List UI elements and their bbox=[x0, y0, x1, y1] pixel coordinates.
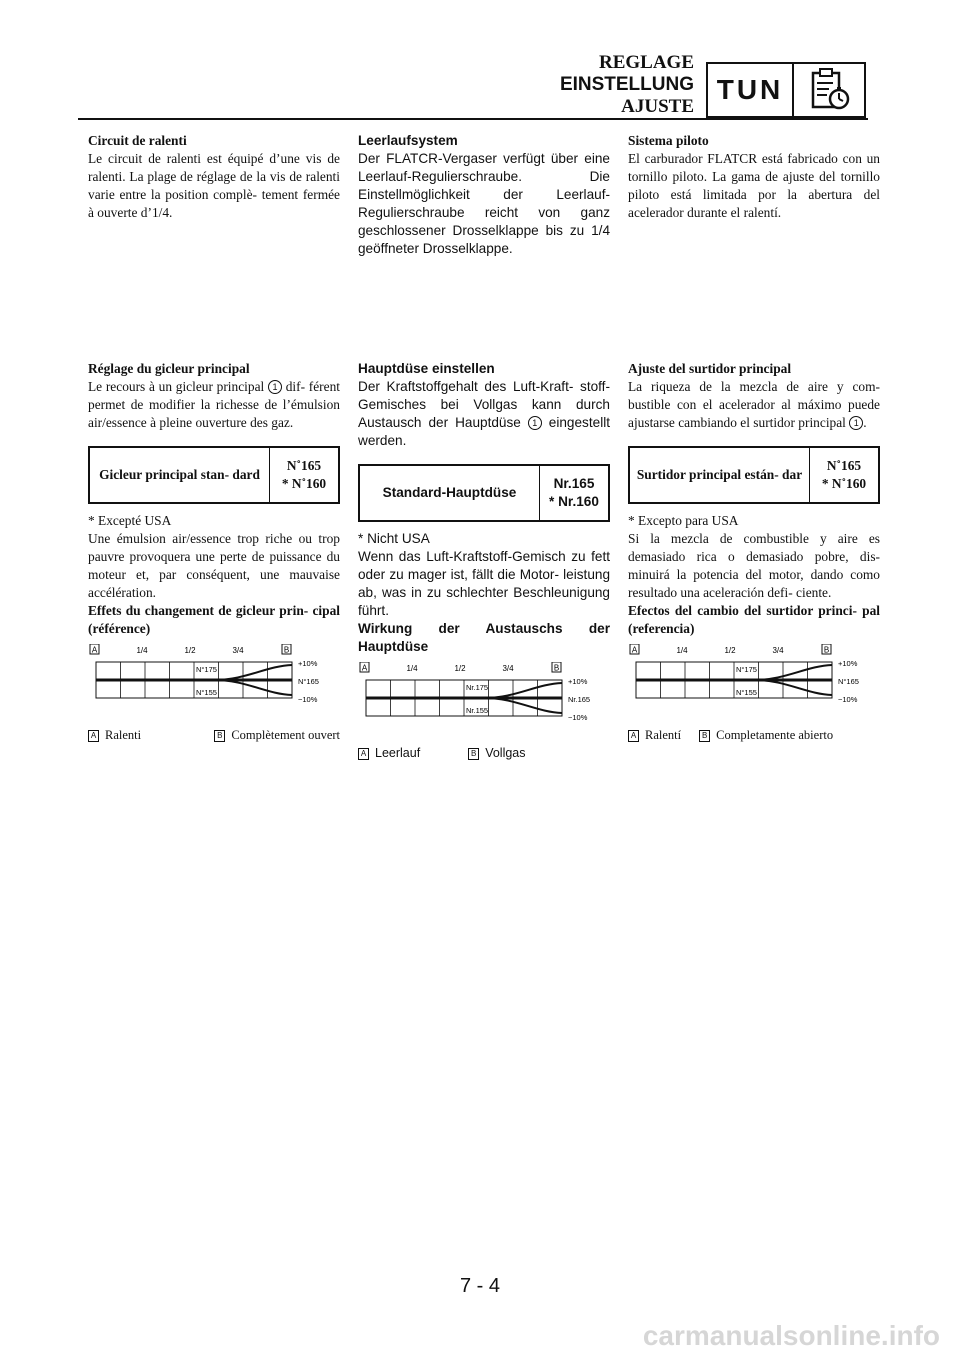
es-effect-text: Si la mezcla de combustible y aire es demasiado rica o demasiado pobre, dis- minuirá la potencia del motor, dando como resultado una aceleración defi- ciente. bbox=[628, 531, 880, 600]
fr-jet-graph bbox=[88, 644, 332, 724]
fr-legend-a bbox=[88, 726, 141, 744]
richer-jet-curve bbox=[484, 683, 562, 698]
fr-effect-heading: Effets du changement de gicleur prin- cipal (référence) bbox=[88, 603, 340, 636]
graph-upper-label: N°175 bbox=[196, 665, 217, 674]
fr-legend-b-text: Complètement ouvert bbox=[231, 728, 340, 742]
de-main-text-a: Der Kraftstoffgehalt des Luft-Kraft- stoff-Gemisches bei Vollgas kann durch Austausch der Hauptdüse bbox=[358, 379, 610, 430]
fr-graph-legend bbox=[88, 726, 340, 744]
fr-main-jet-section bbox=[88, 360, 340, 744]
es-legend-b-text: Completamente abierto bbox=[716, 728, 834, 742]
tun-badge bbox=[706, 62, 866, 118]
fr-legend-b bbox=[214, 726, 340, 744]
graph-minus-label: −10% bbox=[298, 695, 318, 704]
graph-plus-label: +10% bbox=[298, 659, 318, 668]
fr-pilot-text: Le circuit de ralenti est équipé d’une vis de ralenti. La plage de réglage de la vis de ralenti varie entre la position complè- tement fermée à ouverte d’1/4. bbox=[88, 151, 340, 220]
graph-tick-label: 1/2 bbox=[724, 646, 736, 655]
de-pilot-section bbox=[358, 132, 610, 258]
richer-jet-curve bbox=[214, 665, 292, 680]
graph-mid-label: N°165 bbox=[838, 677, 859, 686]
graph-label-b: B bbox=[823, 645, 830, 655]
tun-label: TUN bbox=[708, 64, 794, 116]
de-spec-value-std: Nr.165 bbox=[553, 476, 595, 491]
box-label-a: A bbox=[628, 730, 639, 742]
de-spec-label: Standard-Hauptdüse bbox=[360, 466, 540, 520]
graph-lower-label: Nr.155 bbox=[466, 706, 489, 715]
es-spec-value-std: N˚165 bbox=[826, 458, 862, 473]
es-legend-b bbox=[699, 726, 833, 744]
box-label-b: B bbox=[468, 748, 479, 760]
de-main-jet-section bbox=[358, 360, 610, 762]
de-main-heading: Hauptdüse einstellen bbox=[358, 361, 495, 376]
de-main-text bbox=[358, 378, 610, 450]
graph-tick-label: 3/4 bbox=[502, 664, 514, 673]
fr-note: * Excepté USA bbox=[88, 513, 172, 528]
graph-label-b: B bbox=[553, 663, 560, 673]
callout-1: 1 bbox=[849, 416, 863, 430]
leaner-jet-curve bbox=[214, 680, 292, 695]
box-label-b: B bbox=[699, 730, 710, 742]
es-effect-heading: Efectos del cambio del surtidor princi- pal (referencia) bbox=[628, 603, 880, 636]
clipboard-stopwatch-icon bbox=[794, 64, 864, 116]
graph-label-a: A bbox=[361, 663, 368, 673]
es-pilot-heading: Sistema piloto bbox=[628, 133, 709, 148]
title-french: REGLAGE bbox=[598, 52, 694, 73]
de-effect-heading: Wirkung der Austauschs der Hauptdüse bbox=[358, 621, 610, 654]
es-main-jet-section bbox=[628, 360, 880, 744]
graph-tick-label: 3/4 bbox=[232, 646, 244, 655]
es-main-text-a: La riqueza de la mezcla de aire y com- bustible con el acelerador al máximo puede ajustarse cambiando el surtidor principal bbox=[628, 379, 880, 430]
graph-tick-label: 1/4 bbox=[406, 664, 418, 673]
richer-jet-curve bbox=[754, 665, 832, 680]
jet-graph-svg bbox=[628, 644, 872, 724]
fr-spec-label: Gicleur principal stan- dard bbox=[90, 448, 270, 502]
es-spec-values bbox=[810, 448, 878, 502]
es-jet-graph bbox=[628, 644, 872, 724]
section-titles bbox=[560, 52, 694, 118]
de-pilot-heading: Leerlaufsystem bbox=[358, 133, 458, 148]
fr-legend-a-text: Ralenti bbox=[105, 728, 142, 742]
es-spec-table bbox=[628, 446, 880, 504]
graph-plus-label: +10% bbox=[568, 677, 588, 686]
de-note: * Nicht USA bbox=[358, 531, 430, 546]
leaner-jet-curve bbox=[484, 698, 562, 713]
page-number: 7 - 4 bbox=[459, 1275, 501, 1297]
graph-minus-label: −10% bbox=[568, 713, 588, 722]
fr-main-heading: Réglage du gicleur principal bbox=[88, 361, 250, 376]
es-spec-value-alt: * N˚160 bbox=[821, 476, 867, 491]
de-legend-b bbox=[468, 744, 525, 762]
fr-spec-value-std: N˚165 bbox=[286, 458, 322, 473]
de-jet-graph bbox=[358, 662, 602, 742]
fr-main-text bbox=[88, 378, 340, 432]
graph-minus-label: −10% bbox=[838, 695, 858, 704]
de-legend-b-text: Vollgas bbox=[485, 746, 526, 760]
fr-spec-values bbox=[270, 448, 338, 502]
box-label-a: A bbox=[358, 748, 369, 760]
es-pilot-text: El carburador FLATCR está fabricado con un tornillo piloto. La gama de ajuste del tornillo piloto está limitada por la abertura del acelerador durante el ralentí. bbox=[628, 151, 880, 220]
callout-1: 1 bbox=[528, 416, 542, 430]
jet-graph-svg bbox=[88, 644, 332, 724]
jet-graph-svg bbox=[358, 662, 602, 742]
graph-upper-label: N°175 bbox=[736, 665, 757, 674]
header-rule bbox=[78, 118, 868, 120]
box-label-b: B bbox=[214, 730, 225, 742]
de-effect-text: Wenn das Luft-Kraftstoff-Gemisch zu fett oder zu mager ist, fällt die Motor- leistung ab, was in zu schlechter Beschleunigung führt. bbox=[358, 549, 610, 618]
es-pilot-section bbox=[628, 132, 880, 222]
de-pilot-text: Der FLATCR-Vergaser verfügt über eine Leerlauf-Regulierschraube. Die Einstellmöglichkeit der Leerlauf- Regulierschraube reicht von ganz geschlossener Drosselklappe bis zu 1/4 geöffneter Drosselklappe. bbox=[358, 151, 610, 256]
graph-lower-label: N°155 bbox=[196, 688, 217, 697]
graph-tick-label: 1/4 bbox=[136, 646, 148, 655]
de-graph-legend bbox=[358, 744, 610, 762]
fr-pilot-heading: Circuit de ralenti bbox=[88, 133, 187, 148]
de-legend-a-text: Leerlauf bbox=[375, 746, 421, 760]
de-main-text-b: eingestellt werden. bbox=[358, 415, 611, 448]
es-legend-a-text: Ralentí bbox=[645, 728, 682, 742]
fr-pilot-section bbox=[88, 132, 340, 222]
graph-label-a: A bbox=[631, 645, 638, 655]
es-main-text-b: . bbox=[863, 415, 867, 430]
graph-label-a: A bbox=[91, 645, 98, 655]
fr-main-text-a: Le recours à un gicleur principal bbox=[88, 379, 265, 394]
graph-upper-label: Nr.175 bbox=[466, 683, 489, 692]
leaner-jet-curve bbox=[754, 680, 832, 695]
graph-plus-label: +10% bbox=[838, 659, 858, 668]
fr-main-text-b: dif- férent permet de modifier la richesse de l’émulsion air/essence à pleine ouverture des gaz. bbox=[88, 379, 340, 430]
es-legend-a bbox=[628, 726, 681, 744]
fr-effect-text: Une émulsion air/essence trop riche ou trop pauvre provoquera une perte de puissance du moteur et, par conséquent, une mauvaise accélération. bbox=[88, 531, 340, 600]
es-spec-label: Surtidor principal están- dar bbox=[630, 448, 810, 502]
graph-tick-label: 1/2 bbox=[454, 664, 466, 673]
de-spec-table bbox=[358, 464, 610, 522]
graph-mid-label: N°165 bbox=[298, 677, 319, 686]
graph-label-b: B bbox=[283, 645, 290, 655]
fr-spec-table bbox=[88, 446, 340, 504]
callout-1: 1 bbox=[268, 380, 282, 394]
box-label-a: A bbox=[88, 730, 99, 742]
es-note: * Excepto para USA bbox=[628, 513, 739, 528]
watermark: carmanualsonline.info bbox=[642, 1320, 940, 1351]
es-graph-legend bbox=[628, 726, 880, 744]
graph-tick-label: 1/2 bbox=[184, 646, 196, 655]
graph-mid-label: Nr.165 bbox=[568, 695, 591, 704]
graph-tick-label: 3/4 bbox=[772, 646, 784, 655]
fr-spec-value-alt: * N˚160 bbox=[281, 476, 327, 491]
es-main-text bbox=[628, 378, 880, 432]
graph-lower-label: N°155 bbox=[736, 688, 757, 697]
es-main-heading: Ajuste del surtidor principal bbox=[628, 361, 792, 376]
de-legend-a bbox=[358, 744, 420, 762]
de-spec-value-alt: * Nr.160 bbox=[549, 494, 599, 509]
title-spanish: AJUSTE bbox=[621, 96, 694, 117]
graph-tick-label: 1/4 bbox=[676, 646, 688, 655]
de-spec-values bbox=[540, 466, 608, 520]
title-german: EINSTELLUNG bbox=[559, 74, 694, 95]
